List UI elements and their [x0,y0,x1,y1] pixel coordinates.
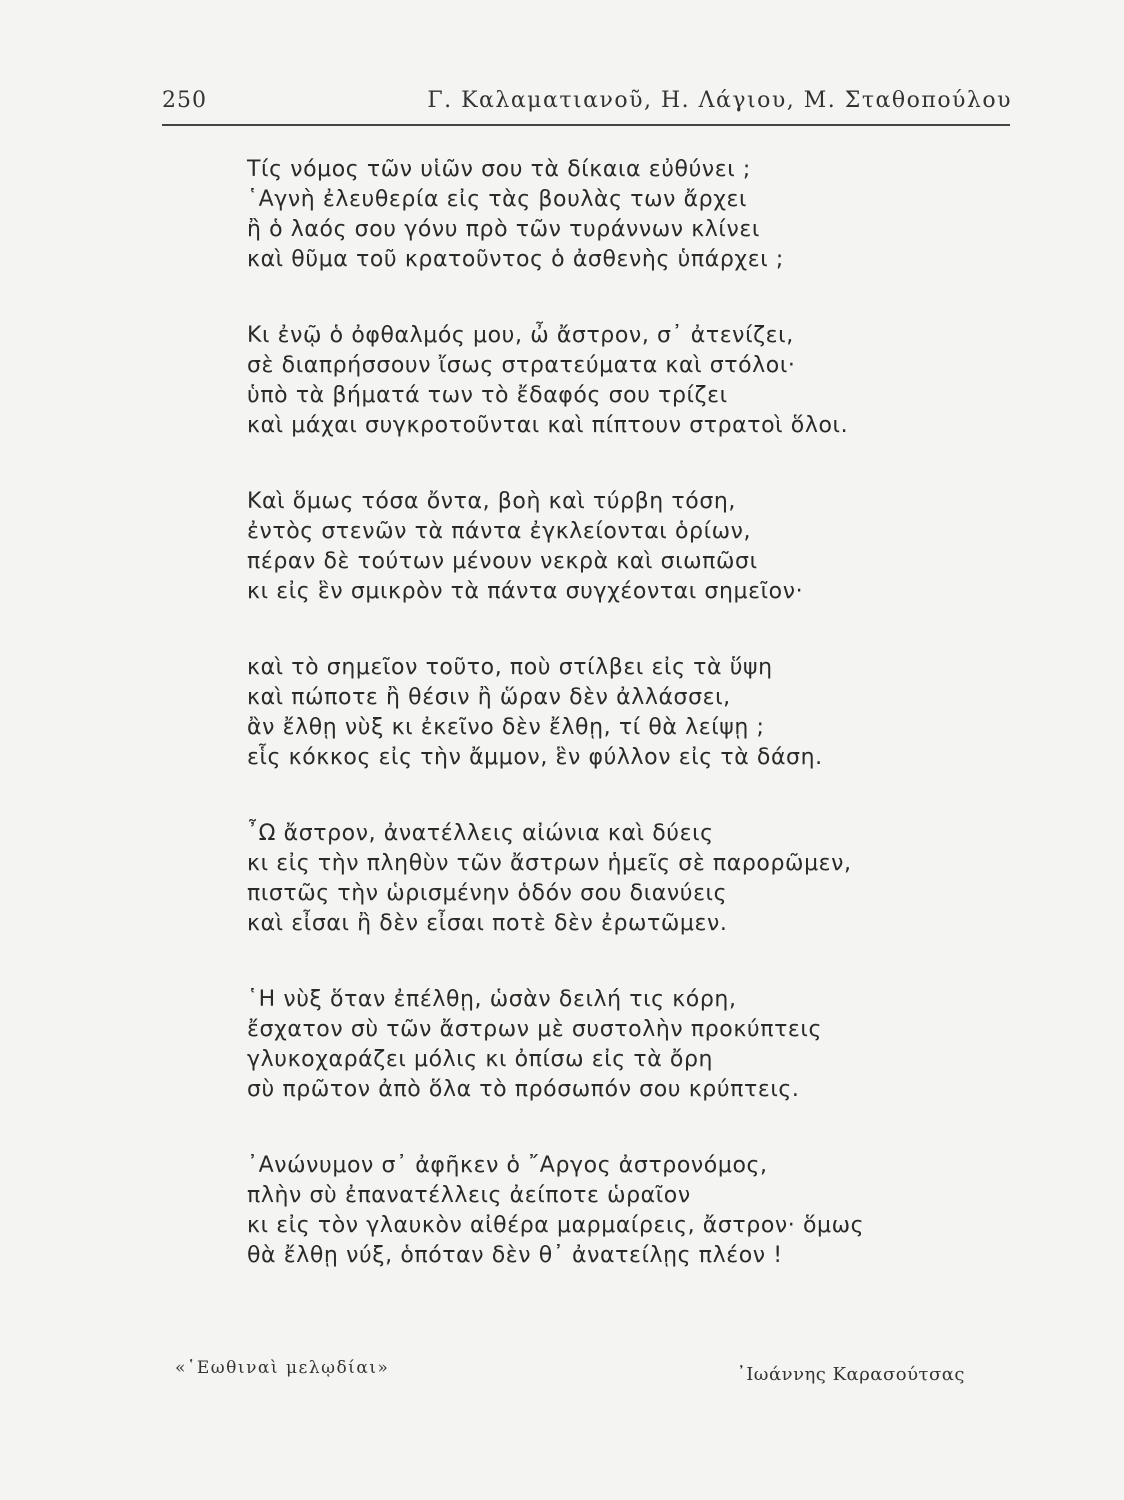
poem-line: ῏Ω ἄστρον, ἀνατέλλεις αἰώνια καὶ δύεις [247,821,714,846]
stanza [247,321,947,441]
poem-line: καὶ εἶσαι ἢ δὲν εἶσαι ποτὲ δὲν ἐρωτῶμεν. [247,911,728,936]
author-name: ᾿Ιωάννης Καρασούτσας [736,1364,965,1385]
poem-line: ἐντὸς στενῶν τὰ πάντα ἐγκλείονται ὁρίων, [247,519,752,544]
poem-line: ὑπὸ τὰ βήματά των τὸ ἔδαφός σου τρίζει [247,383,728,408]
poem-line: εἷς κόκκος εἰς τὴν ἄμμον, ἓν φύλλον εἰς τὰ δάση. [247,745,823,770]
poem-line: καὶ θῦμα τοῦ κρατοῦντος ὁ ἀσθενὴς ὑπάρχει ; [247,247,784,272]
poem-line: πλὴν σὺ ἐπανατέλλεις ἀείποτε ὡραῖον [247,1183,691,1208]
stanza [247,487,947,607]
poem-line: κι εἰς τὸν γλαυκὸν αἰθέρα μαρμαίρεις, ἄστρον· ὅμως [247,1213,865,1238]
source-title: «῾Εωθιναὶ μελῳδίαι» [175,1358,390,1378]
poem-line: Τίς νόμος τῶν υἱῶν σου τὰ δίκαια εὐθύνει ; [247,157,751,182]
stanza [247,653,947,773]
attribution [175,1358,965,1398]
poem [247,155,947,1317]
poem-line: σὺ πρῶτον ἀπὸ ὅλα τὸ πρόσωπόν σου κρύπτεις. [247,1077,800,1102]
header-rule [162,124,1010,126]
poem-line: γλυκοχαράζει μόλις κι ὀπίσω εἰς τὰ ὄρη [247,1047,714,1072]
stanza [247,819,947,939]
poem-line: πέραν δὲ τούτων μένουν νεκρὰ καὶ σιωπῶσι [247,549,758,574]
poem-line: Καὶ ὅμως τόσα ὄντα, βοὴ καὶ τύρβη τόση, [247,489,737,514]
poem-line: ἔσχατον σὺ τῶν ἄστρων μὲ συστολὴν προκύπτεις [247,1017,822,1042]
stanza [247,155,947,275]
poem-line: ἢ ὁ λαός σου γόνυ πρὸ τῶν τυράννων κλίνει [247,217,760,242]
page-header [162,84,1012,124]
poem-line: Κι ἐνῷ ὁ ὀφθαλμός μου, ὦ ἄστρον, σ᾿ ἀτενίζει, [247,323,794,348]
poem-line: πιστῶς τὴν ὡρισμένην ὁδόν σου διανύεις [247,881,728,906]
page-number: 250 [162,88,207,113]
poem-line: ἂν ἔλθῃ νὺξ κι ἐκεῖνο δὲν ἔλθῃ, τί θὰ λείψῃ ; [247,715,765,740]
stanza [247,985,947,1105]
poem-line: ῾Αγνὴ ἐλευθερία εἰς τὰς βουλὰς των ἄρχει [247,187,748,212]
poem-line: θὰ ἔλθῃ νύξ, ὁπόταν δὲν θ᾿ ἀνατείλῃς πλέον ! [247,1243,783,1268]
poem-line: καὶ μάχαι συγκροτοῦνται καὶ πίπτουν στρατοὶ ὅλοι. [247,413,849,438]
poem-line: σὲ διαπρήσσουν ἴσως στρατεύματα καὶ στόλοι· [247,353,796,378]
running-head: Γ. Καλαματιανοῦ, Η. Λάγιου, Μ. Σταθοπούλου [427,88,1012,113]
poem-line: καὶ τὸ σημεῖον τοῦτο, ποὺ στίλβει εἰς τὰ ὕψη [247,655,773,680]
poem-line: καὶ πώποτε ἢ θέσιν ἢ ὥραν δὲν ἀλλάσσει, [247,685,731,710]
poem-line: κι εἰς τὴν πληθὺν τῶν ἄστρων ἡμεῖς σὲ παρορῶμεν, [247,851,852,876]
poem-line: ῾Η νὺξ ὅταν ἐπέλθῃ, ὡσὰν δειλή τις κόρη, [247,987,737,1012]
stanza [247,1151,947,1271]
poem-line: ᾿Ανώνυμον σ᾿ ἀφῆκεν ὁ ῎Αργος ἀστρονόμος, [247,1153,768,1178]
poem-line: κι εἰς ἓν σμικρὸν τὰ πάντα συγχέονται σημεῖον· [247,579,804,604]
